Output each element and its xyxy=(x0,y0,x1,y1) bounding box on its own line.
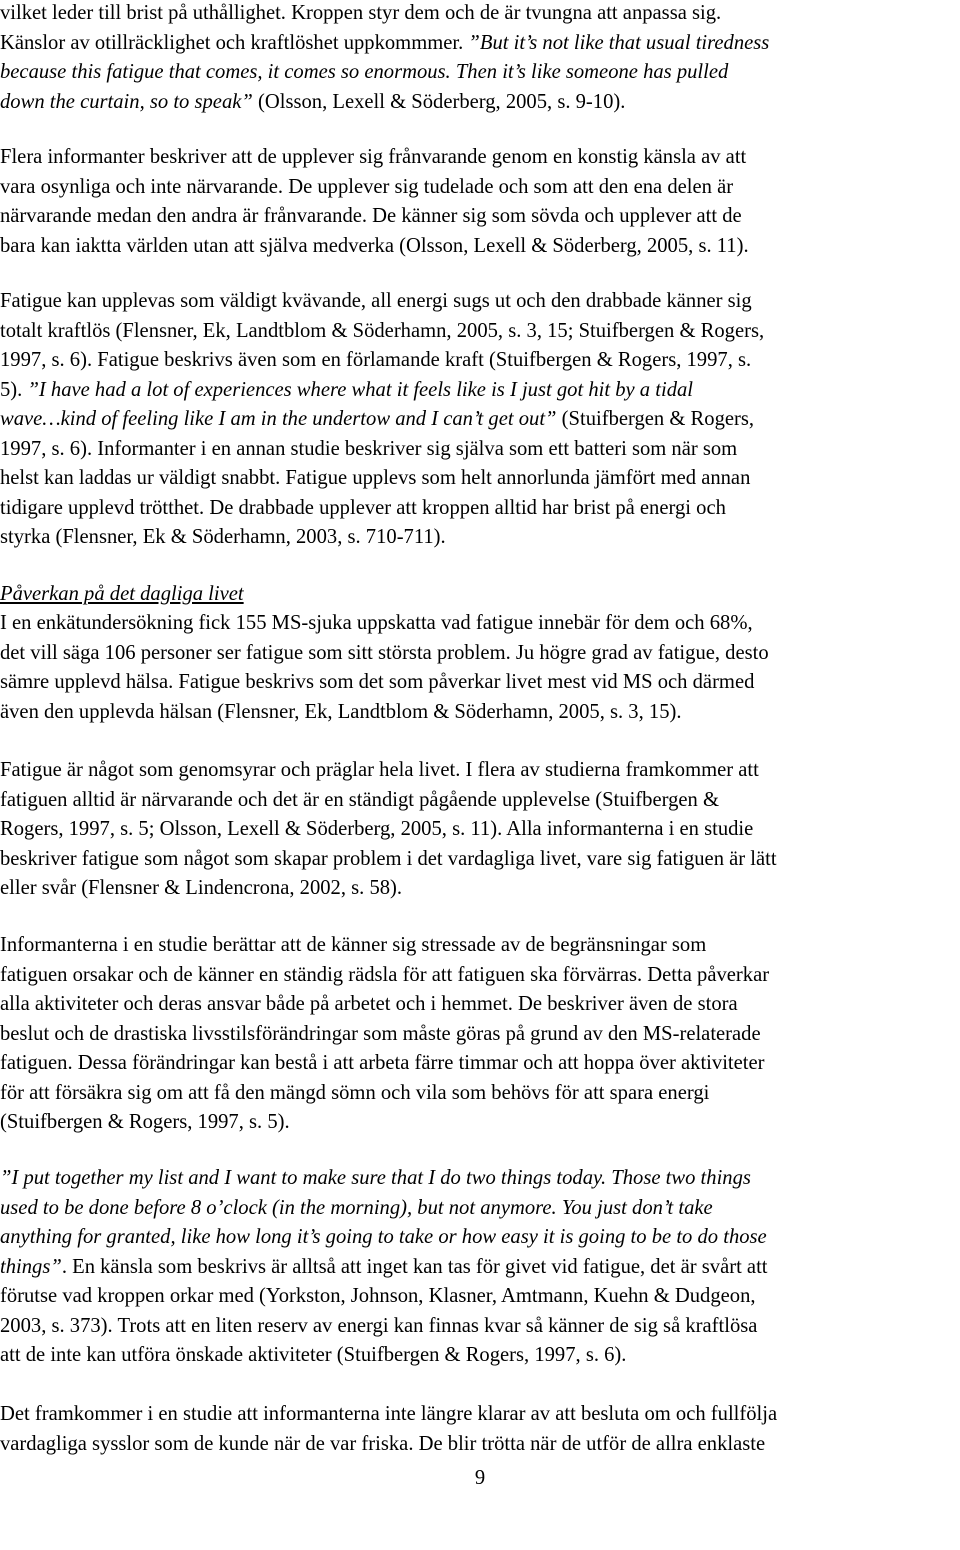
text-line xyxy=(0,756,777,786)
body-text: Fatigue är något som genomsyrar och präglar hela livet. I flera av studierna framkommer att xyxy=(0,759,759,781)
text-line xyxy=(0,698,769,728)
text-line xyxy=(0,232,749,262)
text-line xyxy=(0,1194,768,1224)
body-text: alla aktiviteter och deras ansvar både på arbetet och i hemmet. De beskriver även de stora xyxy=(0,993,738,1015)
body-text: (Stuifbergen & Rogers, 1997, s. 5). xyxy=(0,1111,290,1133)
body-text: styrka (Flensner, Ek & Söderhamn, 2003, s. 710-711). xyxy=(0,526,446,548)
paragraph xyxy=(0,287,764,553)
body-text: Känslor av otillräcklighet och kraftlöshet uppkommmer. xyxy=(0,31,469,54)
paragraph xyxy=(0,756,777,904)
body-text: sämre upplevd hälsa. Fatigue beskrivs som det som påverkar livet mest vid MS och därmed xyxy=(0,671,755,693)
text-line xyxy=(0,1312,768,1342)
text-line xyxy=(0,435,764,465)
text-line xyxy=(0,143,749,173)
body-text: fatiguen. Dessa förändringar kan bestå i att arbeta färre timmar och att hoppa över aktiviteter xyxy=(0,1052,765,1074)
body-text: Det framkommer i en studie att informanterna inte längre klarar av att besluta om och fullfölja xyxy=(0,1403,778,1425)
text-line xyxy=(0,1430,777,1460)
body-text: vilket leder till brist på uthållighet. Kroppen styr dem och de är tvungna att anpassa sig. xyxy=(0,2,722,24)
text-line xyxy=(0,1079,769,1109)
quote-text: things” xyxy=(0,1255,62,1278)
paragraph xyxy=(0,609,769,727)
body-text: 1997, s. 6). Fatigue beskrivs även som en förlamande kraft (Stuifbergen & Rogers, 1997, s. xyxy=(0,349,752,371)
text-line xyxy=(0,990,769,1020)
text-line xyxy=(0,29,769,59)
text-line xyxy=(0,405,764,435)
text-line xyxy=(0,317,764,347)
text-line xyxy=(0,1223,768,1253)
text-line xyxy=(0,464,764,494)
text-line xyxy=(0,88,769,118)
body-text: (Stuifbergen & Rogers, xyxy=(556,408,755,430)
body-text: Rogers, 1997, s. 5; Olsson, Lexell & Söderberg, 2005, s. 11). Alla informanterna i en studie xyxy=(0,818,754,840)
text-line xyxy=(0,1020,769,1050)
body-text: Flera informanter beskriver att de upplever sig frånvarande genom en konstig känsla av att xyxy=(0,146,747,168)
text-line xyxy=(0,287,764,317)
text-line xyxy=(0,609,769,639)
text-line xyxy=(0,1341,768,1371)
body-text: förutse vad kroppen orkar med (Yorkston, Johnson, Klasner, Amtmann, Kuehn & Dudgeon, xyxy=(0,1285,756,1307)
body-text: eller svår (Flensner & Lindencrona, 2002, s. 58). xyxy=(0,877,403,899)
body-text: fatiguen orsakar och de känner en ständig rädsla för att fatiguen ska förvärras. Detta påverkar xyxy=(0,963,770,986)
paragraph xyxy=(0,143,749,261)
body-text: 2003, s. 373). Trots att en liten reserv av energi kan finnas kvar så känner de sig så kraftlösa xyxy=(0,1314,758,1337)
text-line xyxy=(0,874,777,904)
quote-text: anything for granted, like how long it’s going to take or how easy it is going to be to do those xyxy=(0,1226,767,1248)
text-line xyxy=(0,815,777,845)
body-text: Fatigue kan upplevas som väldigt kvävande, all energi sugs ut och den drabbade känner sig xyxy=(0,290,752,312)
text-line xyxy=(0,58,769,88)
text-line xyxy=(0,523,764,553)
body-text: vardagliga sysslor som de kunde när de var friska. De blir trötta när de utför de allra enklaste xyxy=(0,1432,766,1455)
text-line xyxy=(0,0,769,29)
paragraph xyxy=(0,1164,768,1371)
text-line xyxy=(0,786,777,816)
quote-text: used to be done before 8 o’clock (in the morning), but not anymore. You just don’t take xyxy=(0,1196,713,1219)
text-line xyxy=(0,376,764,406)
body-text: totalt kraftlös (Flensner, Ek, Landtblom & Söderhamn, 2005, s. 3, 15; Stuifbergen & Rogers, xyxy=(0,319,765,342)
quote-text: because this fatigue that comes, it comes so enormous. Then it’s like someone has pulled xyxy=(0,61,729,83)
text-line xyxy=(0,961,769,991)
paragraph xyxy=(0,0,769,117)
body-text: 5). xyxy=(0,378,28,401)
text-line xyxy=(0,494,764,524)
section-heading: Påverkan på det dagliga livet xyxy=(0,583,244,605)
body-text: närvarande medan den andra är frånvarande. De känner sig som sövda och upplever att de xyxy=(0,205,742,227)
body-text: 1997, s. 6). Informanter i en annan studie beskriver sig själva som ett batteri som när som xyxy=(0,437,738,460)
body-text: beslut och de drastiska livsstilsförändringar som måste göras på grund av den MS-relaterade xyxy=(0,1022,761,1045)
quote-text: wave…kind of feeling like I am in the undertow and I can’t get out” xyxy=(0,408,557,430)
text-line xyxy=(0,1400,777,1430)
text-line xyxy=(0,1108,769,1138)
body-text: I en enkätundersökning fick 155 MS-sjuka uppskatta vad fatigue innebär för dem och 68%, xyxy=(0,612,753,634)
text-line xyxy=(0,931,769,961)
body-text: bara kan iaktta världen utan att själva medverka (Olsson, Lexell & Söderberg, 2005, s. 11). xyxy=(0,234,749,257)
body-text: vara osynliga och inte närvarande. De upplever sig tudelade och som att den ena delen är xyxy=(0,175,734,198)
body-text: Informanterna i en studie berättar att de känner sig stressade av de begränsningar som xyxy=(0,934,707,956)
page-number: 9 xyxy=(474,1467,486,1489)
paragraph xyxy=(0,931,769,1138)
body-text: även den upplevda hälsan (Flensner, Ek, Landtblom & Söderhamn, 2005, s. 3, 15). xyxy=(0,700,682,723)
text-line xyxy=(0,639,769,669)
quote-text: down the curtain, so to speak” xyxy=(0,90,253,113)
text-line xyxy=(0,1164,768,1194)
text-line xyxy=(0,845,777,875)
body-text: för att försäkra sig om att få den mängd sömn och vila som behövs för att spara energi xyxy=(0,1081,710,1104)
text-line xyxy=(0,346,764,376)
body-text: . En känsla som beskrivs är alltså att inget kan tas för givet vid fatigue, det är svårt att xyxy=(61,1255,768,1278)
quote-text: ”But it’s not like that usual tiredness xyxy=(468,31,770,54)
body-text: det vill säga 106 personer ser fatigue som sitt största problem. Ju högre grad av fatigue, desto xyxy=(0,641,769,664)
body-text: tidigare upplevd trötthet. De drabbade upplever att kroppen alltid har brist på energi och xyxy=(0,496,726,519)
body-text: helst kan laddas ur väldigt snabbt. Fatigue upplevs som helt annorlunda jämfört med annan xyxy=(0,467,751,489)
body-text: att de inte kan utföra önskade aktiviteter (Stuifbergen & Rogers, 1997, s. 6). xyxy=(0,1344,627,1366)
text-line xyxy=(0,668,769,698)
quote-text: ”I put together my list and I want to make sure that I do two things today. Those two things xyxy=(0,1167,751,1189)
body-text: (Olsson, Lexell & Söderberg, 2005, s. 9-10). xyxy=(252,90,626,113)
body-text: fatiguen alltid är närvarande och det är en ständigt pågående upplevelse (Stuifbergen & xyxy=(0,788,719,811)
text-line xyxy=(0,173,749,203)
quote-text: ”I have had a lot of experiences where what it feels like is I just got hit by a tidal xyxy=(27,378,694,401)
text-line xyxy=(0,1282,768,1312)
body-text: beskriver fatigue som något som skapar problem i det vardagliga livet, vare sig fatiguen är lätt xyxy=(0,847,777,870)
text-line xyxy=(0,1049,769,1079)
text-line xyxy=(0,1253,768,1283)
text-line xyxy=(0,202,749,232)
paragraph xyxy=(0,1400,777,1459)
